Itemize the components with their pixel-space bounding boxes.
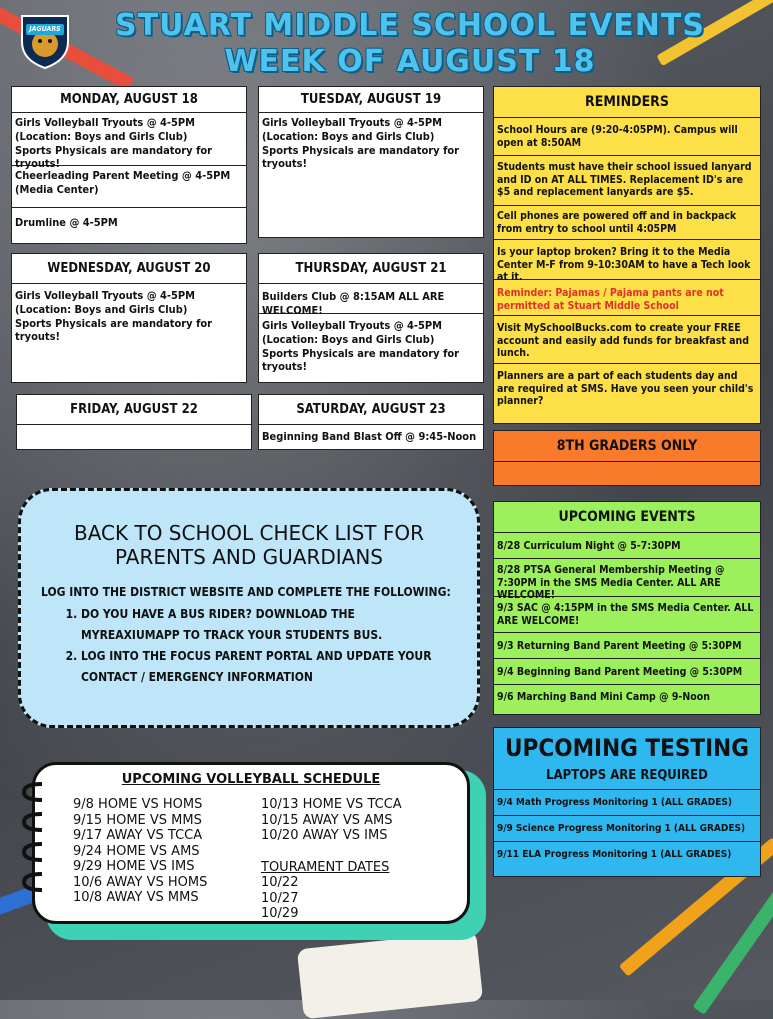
event-item: 8/28 PTSA General Membership Meeting @ 7:30PM in the SMS Media Center. ALL ARE WELCOME!	[494, 559, 760, 597]
event-item: Drumline @ 4-5PM	[15, 216, 118, 229]
event-item: Girls Volleyball Tryouts @ 4-5PM (Location: Boys and Girls Club) Sports Physicals are mandatory for tryouts!	[15, 289, 213, 344]
eighth-graders-heading: 8TH GRADERS ONLY	[494, 431, 760, 462]
day-heading: WEDNESDAY, AUGUST 20	[12, 254, 246, 284]
test-item: 9/9 Science Progress Monitoring 1 (ALL GRADES)	[494, 816, 760, 842]
reminder-item-highlight: Reminder: Pajamas / Pajama pants are not permitted at Stuart Middle School	[494, 280, 760, 316]
tournament-date: 10/22	[261, 875, 299, 890]
game-item: 10/6 AWAY VS HOMS	[73, 874, 208, 890]
game-item: 10/20 AWAY VS IMS	[261, 828, 388, 843]
day-heading: TUESDAY, AUGUST 19	[259, 87, 483, 113]
checklist-list	[51, 604, 457, 688]
page-subtitle: WEEK OF AUGUST 18	[224, 44, 596, 79]
monday-card	[11, 86, 247, 244]
event-item: Girls Volleyball Tryouts @ 4-5PM (Location: Boys and Girls Club) Sports Physicals are mandatory for tryouts!	[12, 113, 246, 166]
reminder-item: Visit MySchoolBucks.com to create your FREE account and easily add funds for breakfast and lunch.	[494, 316, 760, 364]
event-item: 8/28 Curriculum Night @ 5-7:30PM	[494, 533, 760, 559]
reminders-panel	[493, 86, 761, 424]
upcoming-events-heading: UPCOMING EVENTS	[494, 502, 760, 533]
tuesday-card	[258, 86, 484, 238]
reminder-item: Is your laptop broken? Bring it to the Media Center M-F from 9-10:30AM to have a Tech look at it.	[494, 240, 760, 280]
event-item: Beginning Band Blast Off @ 9:45-Noon	[262, 430, 477, 443]
event-item: 9/6 Marching Band Mini Camp @ 9-Noon	[497, 691, 710, 703]
game-item: 9/17 AWAY VS TCCA	[73, 828, 203, 843]
reminder-item: Planners are a part of each students day and are required at SMS. Have you seen your child's planner?	[497, 370, 754, 408]
volleyball-right-column	[261, 797, 402, 922]
game-item: 9/24 HOME VS AMS	[73, 843, 200, 859]
eighth-graders-panel	[493, 430, 761, 486]
thursday-card	[258, 253, 484, 383]
event-item: Girls Volleyball Tryouts @ 4-5PM (Location: Boys and Girls Club) Sports Physicals are mandatory for tryouts!	[262, 116, 460, 171]
tournament-heading: TOURAMENT DATES	[261, 859, 390, 875]
testing-heading: UPCOMING TESTING	[505, 734, 749, 762]
checklist-item: 2. LOG INTO THE FOCUS PARENT PORTAL AND UPDATE YOUR CONTACT / EMERGENCY INFORMATION	[81, 646, 457, 688]
volleyball-left-column	[73, 797, 207, 906]
checklist-title: BACK TO SCHOOL CHECK LIST FOR PARENTS AND GUARDIANS	[73, 521, 425, 569]
reminder-item: Students must have their school issued lanyard and ID on AT ALL TIMES. Replacement ID's are $5 and replacement lanyards are $5.	[494, 156, 760, 206]
volleyball-schedule-card	[32, 762, 470, 924]
game-item: 10/8 AWAY VS MMS	[73, 890, 199, 905]
test-item: 9/11 ELA Progress Monitoring 1 (ALL GRADES)	[497, 849, 732, 860]
event-item: Girls Volleyball Tryouts @ 4-5PM (Location: Boys and Girls Club) Sports Physicals are mandatory for tryouts!	[262, 319, 460, 374]
game-item: 9/8 HOME VS HOMS	[73, 797, 203, 812]
reminders-heading: REMINDERS	[494, 87, 760, 118]
friday-card	[16, 394, 252, 450]
event-item	[17, 425, 251, 431]
reminder-item: Cell phones are powered off and in backpack from entry to school until 4:05PM	[494, 206, 760, 240]
checklist-intro: LOG INTO THE DISTRICT WEBSITE AND COMPLETE THE FOLLOWING:	[41, 585, 451, 599]
saturday-card	[258, 394, 484, 450]
page-title: STUART MIDDLE SCHOOL EVENTS	[115, 8, 705, 43]
tournament-date: 10/29	[261, 906, 299, 921]
reminder-item: School Hours are (9:20-4:05PM). Campus will open at 8:50AM	[494, 118, 760, 156]
wednesday-card	[11, 253, 247, 383]
event-item: 9/3 Returning Band Parent Meeting @ 5:30PM	[494, 633, 760, 659]
volleyball-heading: UPCOMING VOLLEYBALL SCHEDULE	[121, 772, 381, 787]
game-item: 9/29 HOME VS IMS	[73, 859, 195, 874]
game-item: 10/13 HOME VS TCCA	[261, 797, 402, 812]
event-item: 9/4 Beginning Band Parent Meeting @ 5:30PM	[494, 659, 760, 685]
event-item: 9/3 SAC @ 4:15PM in the SMS Media Center. ALL ARE WELCOME!	[494, 597, 760, 633]
day-heading: SATURDAY, AUGUST 23	[259, 395, 483, 425]
game-item: 10/15 AWAY VS AMS	[261, 812, 393, 828]
day-heading: THURSDAY, AUGUST 21	[259, 254, 483, 284]
event-item: Builders Club @ 8:15AM ALL ARE WELCOME!	[259, 284, 483, 314]
tournament-date: 10/27	[261, 890, 299, 906]
paint-palette-decoration	[297, 931, 483, 1019]
game-item: 9/15 HOME VS MMS	[73, 812, 202, 828]
jaguars-logo	[18, 12, 72, 70]
test-item: 9/4 Math Progress Monitoring 1 (ALL GRADES)	[494, 790, 760, 816]
day-heading: MONDAY, AUGUST 18	[12, 87, 246, 113]
back-to-school-checklist	[18, 488, 480, 728]
testing-panel	[493, 727, 761, 877]
testing-subheading: LAPTOPS ARE REQUIRED	[494, 762, 760, 790]
event-item: Cheerleading Parent Meeting @ 4-5PM (Media Center)	[12, 166, 246, 208]
upcoming-events-panel	[493, 501, 761, 715]
logo-text: JAGUARS	[29, 25, 61, 33]
spiral-binding	[20, 778, 50, 898]
day-heading: FRIDAY, AUGUST 22	[17, 395, 251, 425]
checklist-item: 1. DO YOU HAVE A BUS RIDER? DOWNLOAD THE MYREAXIUMAPP TO TRACK YOUR STUDENTS BUS.	[81, 604, 457, 646]
